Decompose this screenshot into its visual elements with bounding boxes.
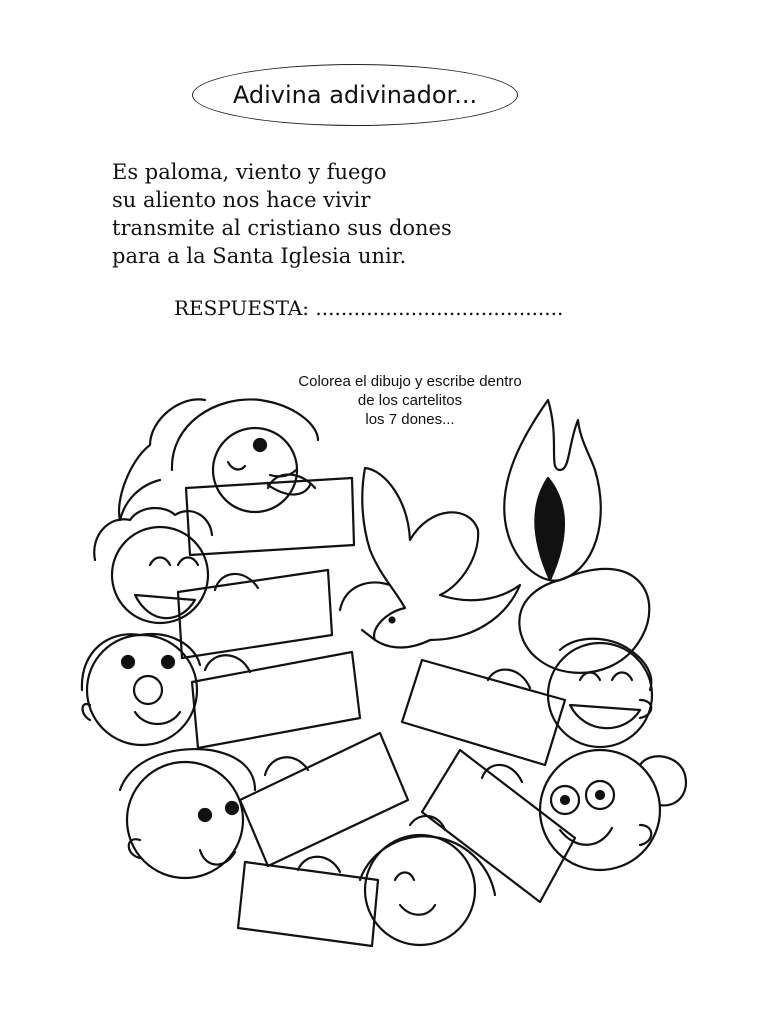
instructions-line: los 7 dones...: [365, 411, 455, 428]
sign-card[interactable]: [192, 652, 360, 748]
child-icon: [540, 750, 686, 870]
child-icon: [119, 399, 318, 520]
instructions-line: de los cartelitos: [357, 392, 463, 409]
sign-card[interactable]: [238, 862, 378, 946]
riddle-line: Es paloma, viento y fuego: [112, 160, 387, 184]
sign-card[interactable]: [402, 660, 565, 765]
page-title: Adivina adivinador...: [232, 81, 478, 109]
instructions-line: Colorea el dibujo y escribe dentro: [298, 373, 522, 390]
answer-label: RESPUESTA:: [174, 296, 310, 320]
riddle-line: para a la Santa Iglesia unir.: [112, 244, 407, 268]
child-icon: [360, 816, 495, 945]
sign-card[interactable]: [240, 733, 408, 866]
sign-card[interactable]: [186, 478, 354, 555]
child-icon: [548, 639, 652, 747]
dove-icon: [340, 468, 520, 648]
child-icon: [94, 508, 212, 623]
riddle-line: su aliento nos hace vivir: [112, 188, 371, 212]
answer-blank[interactable]: .......................................: [315, 296, 564, 320]
riddle-line: transmite al cristiano sus dones: [112, 216, 452, 240]
flame-icon: [504, 400, 649, 673]
child-icon: [120, 749, 255, 878]
